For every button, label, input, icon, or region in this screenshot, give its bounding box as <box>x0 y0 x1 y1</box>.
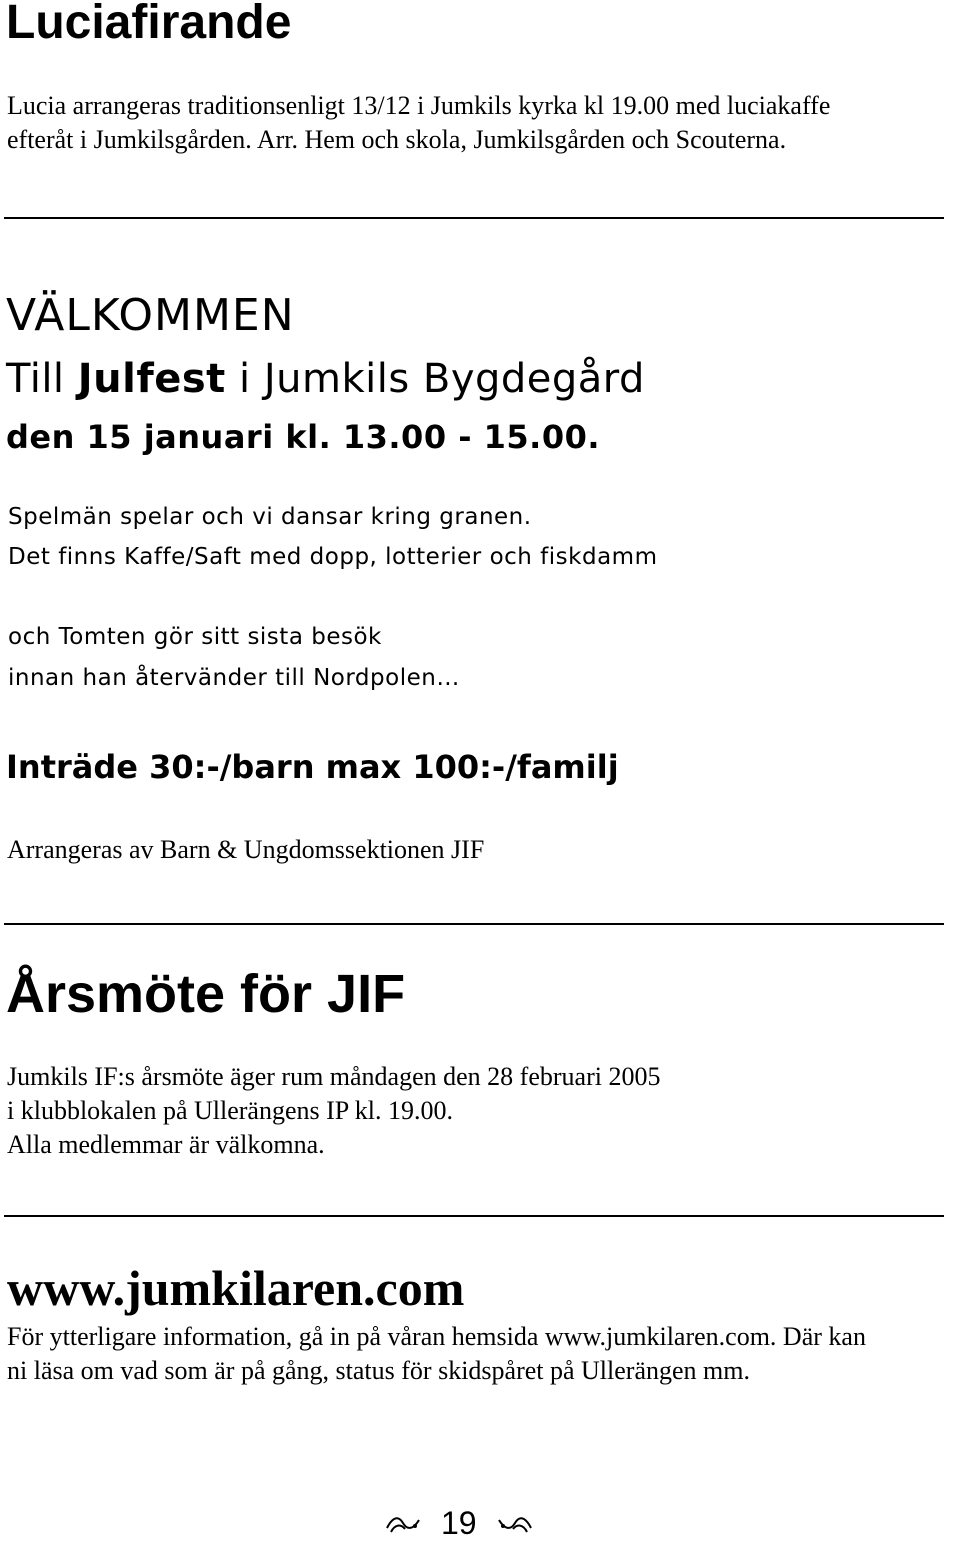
julfest-admission: Inträde 30:-/barn max 100:-/familj <box>6 748 619 786</box>
julfest-organizer: Arrangeras av Barn & Ungdomssektionen JIF <box>7 835 485 864</box>
ornament-left-icon <box>385 1512 421 1534</box>
website-heading: www.jumkilaren.com <box>7 1260 465 1316</box>
website-line-1: För ytterligare information, gå in på våran hemsida www.jumkilaren.com. Där kan <box>7 1322 866 1351</box>
julfest-title-prefix: Till <box>6 356 78 402</box>
arsmote-heading: Årsmöte för JIF <box>6 964 406 1024</box>
arsmote-line-1: Jumkils IF:s årsmöte äger rum måndagen den 28 februari 2005 <box>7 1062 661 1091</box>
julfest-line-2: Det finns Kaffe/Saft med dopp, lotterier och fiskdamm <box>8 544 658 570</box>
website-paragraph <box>7 1320 866 1388</box>
section-divider <box>4 923 944 925</box>
page-number: 19 <box>441 1505 477 1541</box>
lucia-line-2: efteråt i Jumkilsgården. Arr. Hem och skola, Jumkilsgården och Scouterna. <box>7 125 787 154</box>
julfest-title-event: Julfest <box>77 356 226 402</box>
julfest-title-suffix: i Jumkils Bygdegård <box>225 356 645 402</box>
lucia-heading: Luciafirande <box>6 0 292 49</box>
lucia-line-1: Lucia arrangeras traditionsenligt 13/12 i Jumkils kyrka kl 19.00 med luciakaffe <box>7 91 831 120</box>
section-divider <box>4 217 944 219</box>
website-line-2: ni läsa om vad som är på gång, status för skidspåret på Ullerängen mm. <box>7 1356 750 1385</box>
julfest-title <box>6 352 645 406</box>
page-footer <box>385 1503 533 1543</box>
julfest-date: den 15 januari kl. 13.00 - 15.00. <box>6 418 601 456</box>
julfest-welcome: VÄLKOMMEN <box>6 290 295 341</box>
lucia-paragraph <box>7 89 830 157</box>
arsmote-line-2: i klubblokalen på Ullerängens IP kl. 19.00. <box>7 1096 454 1125</box>
arsmote-paragraph <box>7 1060 660 1162</box>
arsmote-line-3: Alla medlemmar är välkomna. <box>7 1130 325 1159</box>
ornament-right-icon <box>497 1512 533 1534</box>
julfest-line-4: innan han återvänder till Nordpolen… <box>8 665 460 691</box>
julfest-line-3: och Tomten gör sitt sista besök <box>8 624 382 650</box>
section-divider <box>4 1215 944 1217</box>
julfest-line-1: Spelmän spelar och vi dansar kring granen. <box>8 504 532 530</box>
